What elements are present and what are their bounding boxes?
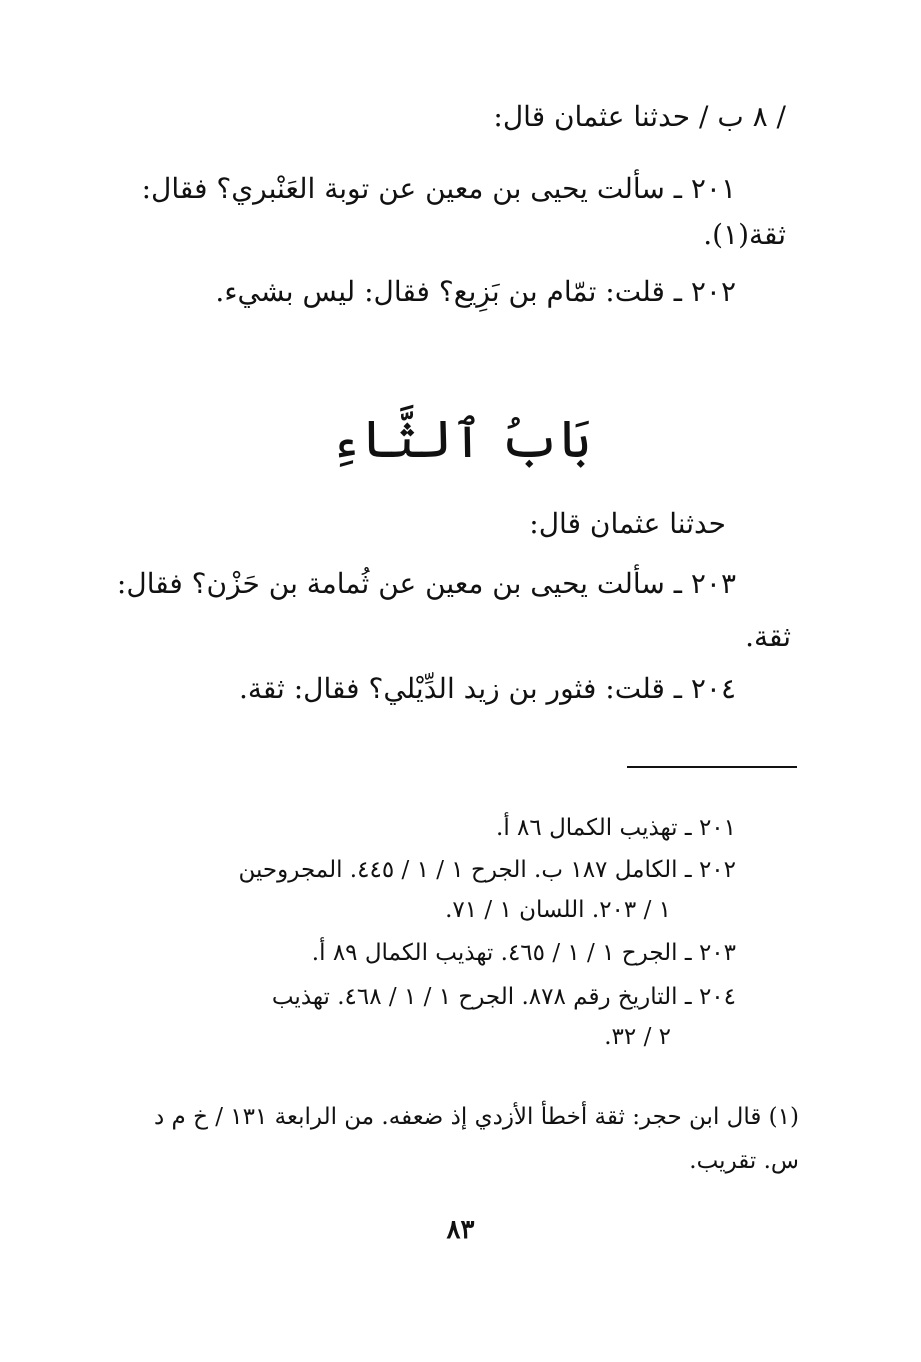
section-intro: حدثنا عثمان قال:: [529, 507, 726, 540]
entry-201-line1: ٢٠١ ـ سألت يحيى بن معين عن توبة العَنْبري؟ فقال:: [141, 172, 736, 205]
section-heading: بَابُ ٱلثَّاءِ: [330, 410, 591, 470]
footnote-note-1-line1: (١) قال ابن حجر: ثقة أخطأ الأزدي إذ ضعفه. من الرابعة ١٣١ / خ م د: [153, 1104, 799, 1130]
footnote-ref-202-line2: ١ / ٢٠٣. اللسان ١ / ٧١.: [445, 897, 671, 923]
footnote-ref-203: ٢٠٣ ـ الجرح ١ / ١ / ٤٦٥. تهذيب الكمال ٨٩ أ.: [311, 940, 736, 966]
entry-203-line2: ثقة.: [745, 620, 791, 653]
entry-204: ٢٠٤ ـ قلت: فثور بن زيد الدِّيْلي؟ فقال: ثقة.: [238, 672, 736, 705]
footnote-separator: [627, 766, 797, 768]
entry-203-line1: ٢٠٣ ـ سألت يحيى بن معين عن ثُمامة بن حَزْن؟ فقال:: [116, 567, 736, 600]
entry-202: ٢٠٢ ـ قلت: تمّام بن بَزِيع؟ فقال: ليس بشيء.: [215, 275, 736, 308]
header-line: / ٨ ب / حدثنا عثمان قال:: [493, 100, 786, 133]
footnote-ref-201: ٢٠١ ـ تهذيب الكمال ٨٦ أ.: [496, 815, 736, 841]
footnote-ref-204-line2: ٢ / ٣٢.: [604, 1024, 671, 1050]
page-number: ٨٣: [446, 1215, 475, 1245]
footnote-ref-202-line1: ٢٠٢ ـ الكامل ١٨٧ ب. الجرح ١ / ١ / ٤٤٥. المجروحين: [238, 857, 736, 883]
footnote-ref-204-line1: ٢٠٤ ـ التاريخ رقم ٨٧٨. الجرح ١ / ١ / ٤٦٨. تهذيب: [271, 984, 736, 1010]
footnote-note-1-line2: س. تقريب.: [689, 1148, 799, 1174]
entry-201-line2: ثقة(١).: [703, 218, 786, 251]
